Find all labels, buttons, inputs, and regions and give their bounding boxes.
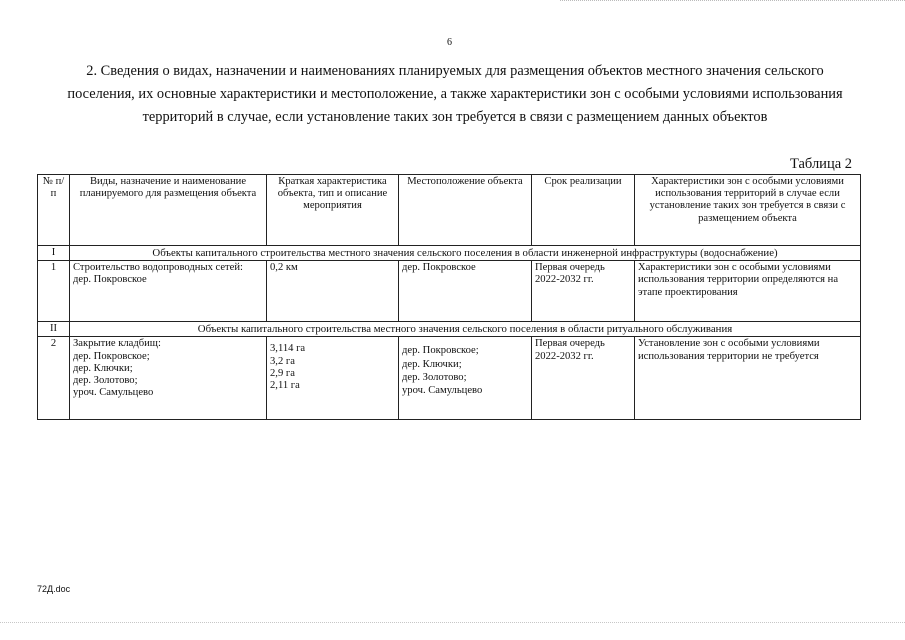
table-row: [38, 337, 861, 420]
row-2-area: 3,114 га: [270, 343, 306, 355]
row-2-number: 2: [38, 337, 70, 420]
section-1-title: Объекты капитального строительства местного значения сельского поселения в области инженерной инфраструктуры (водоснабжение): [70, 246, 861, 261]
page-number: 6: [447, 37, 452, 48]
scan-edge-top: [560, 0, 905, 3]
section-row-2: [38, 322, 861, 337]
row-2-term: Первая очередь 2022-2032 гг.: [532, 337, 635, 420]
header-brief: Краткая характеристика объекта, тип и описание мероприятия: [267, 175, 399, 246]
section-row-1: [38, 246, 861, 261]
row-1-term: Первая очередь 2022-2032 гг.: [532, 261, 635, 322]
section-1-number: I: [38, 246, 70, 261]
row-2-area: 2,11 га: [270, 380, 300, 392]
row-2-place: дер. Золотово;: [73, 375, 138, 387]
header-type: Виды, назначение и наименование планируемого для размещения объекта: [70, 175, 267, 246]
scan-edge-bottom: [0, 622, 905, 625]
row-2-location-spacer: [402, 339, 528, 344]
header-zones: Характеристики зон с особыми условиями использования территорий в случае если установление таких зон требуется в связи с размещением объекта: [635, 175, 861, 246]
row-2-brief: [267, 337, 399, 420]
section-2-number: II: [38, 322, 70, 337]
row-1-type: [70, 261, 267, 322]
table-caption: Таблица 2: [790, 156, 853, 172]
row-2-location-item: дер. Золотово;: [402, 371, 467, 383]
section-2-title: Объекты капитального строительства местного значения сельского поселения в области ритуального обслуживания: [70, 322, 861, 337]
header-term: Срок реализации: [532, 175, 635, 246]
row-2-place: дер. Ключки;: [73, 362, 133, 374]
row-2-type-title: Закрытие кладбищ:: [73, 338, 161, 350]
row-1-number: 1: [38, 261, 70, 322]
row-2-area: 3,2 га: [270, 355, 295, 367]
row-1-zones: Характеристики зон с особыми условиями использования территории определяются на этапе проектирования: [635, 261, 861, 322]
row-2-zones: Установление зон с особыми условиями использования территории не требуется: [635, 337, 861, 420]
row-2-type: [70, 337, 267, 420]
row-2-place: дер. Покровское;: [73, 350, 150, 362]
row-1-type-title: Строительство водопроводных сетей:: [73, 262, 243, 274]
section-heading: 2. Сведения о видах, назначении и наименованиях планируемых для размещения объектов местного значения сельского поселения, их основные характеристики и местоположение, а также характеристики зон с особыми условиями использования территорий в случае, если установление таких зон требуется в связи с размещением данных объектов: [67, 63, 843, 125]
row-1-brief: 0,2 км: [267, 261, 399, 322]
header-location: Местоположение объекта: [399, 175, 532, 246]
row-2-location-item: дер. Ключки;: [402, 358, 462, 370]
header-num: № п/п: [38, 175, 70, 246]
row-2-location-item: уроч. Самульцево: [402, 385, 483, 397]
table-row: [38, 261, 861, 322]
row-1-type-place: дер. Покровское: [73, 274, 147, 286]
row-2-location-item: дер. Покровское;: [402, 345, 479, 357]
footer-filename: 72Д.doc: [37, 584, 71, 594]
objects-table: [37, 174, 861, 420]
row-1-location: дер. Покровское: [399, 261, 532, 322]
row-2-place: уроч. Самульцево: [73, 387, 154, 399]
row-2-area: 2,9 га: [270, 367, 295, 379]
row-2-location: [399, 337, 532, 420]
table-header-row: [38, 175, 861, 246]
